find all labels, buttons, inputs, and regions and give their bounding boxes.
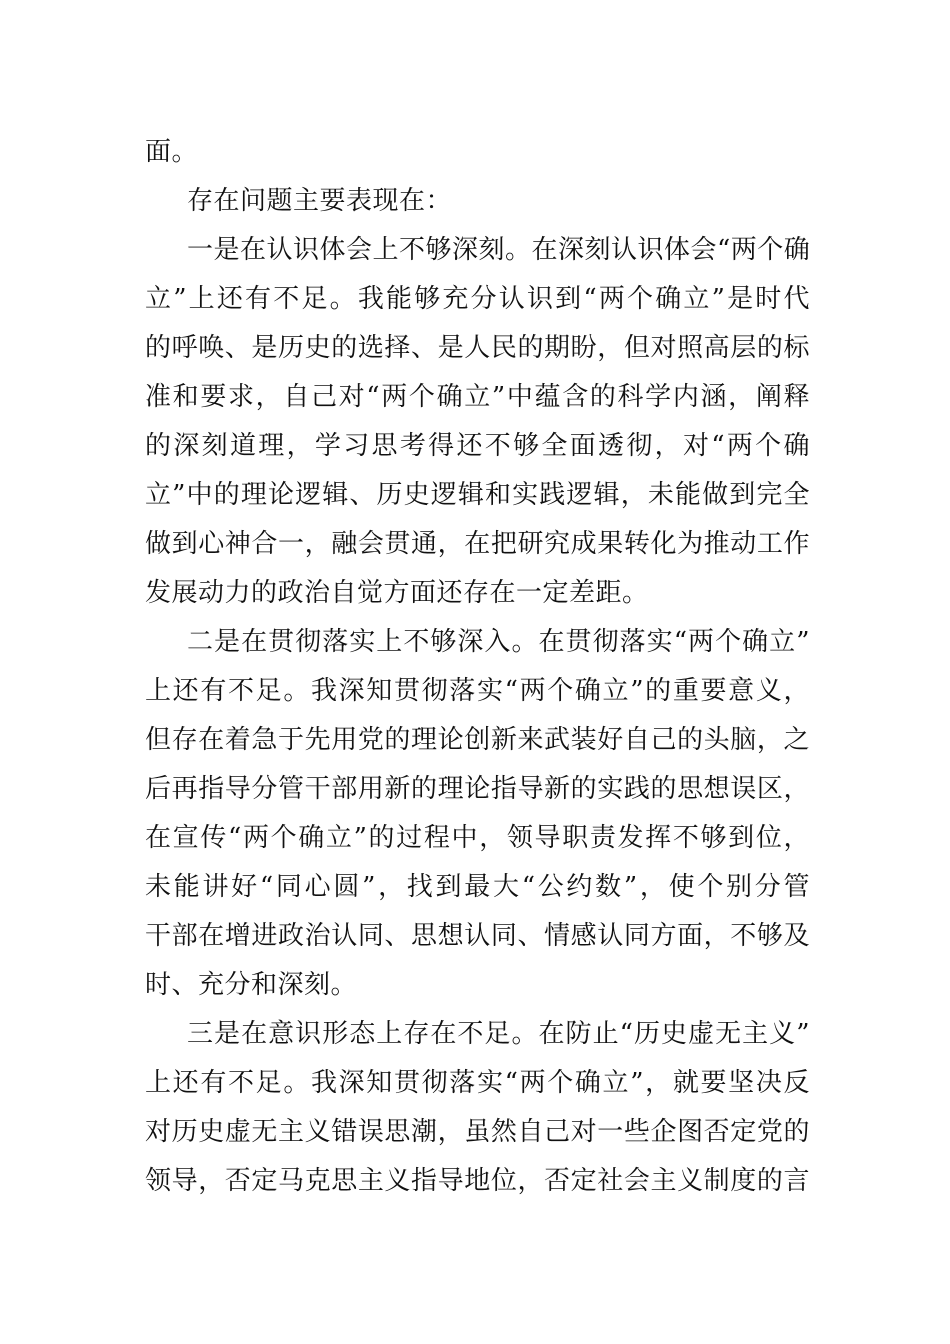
text-line: 后再指导分管干部用新的理论指导新的实践的思想误区， — [145, 774, 810, 804]
text-line: 二是在贯彻落实上不够深入。在贯彻落实“两个确立” — [187, 627, 810, 657]
text-line: 上还有不足。我深知贯彻落实“两个确立”的重要意义， — [145, 676, 810, 706]
paragraph — [145, 128, 810, 177]
text-line: 未能讲好“同心圆”，找到最大“公约数”，使个别分管 — [145, 872, 810, 902]
text-line: 领导，否定马克思主义指导地位，否定社会主义制度的言 — [145, 1166, 810, 1196]
text-line: 干部在增进政治认同、思想认同、情感认同方面，不够及 — [145, 921, 810, 951]
text-line: 发展动力的政治自觉方面还存在一定差距。 — [145, 578, 649, 608]
text-line: 对历史虚无主义错误思潮，虽然自己对一些企图否定党的 — [145, 1117, 810, 1147]
text-line: 存在问题主要表现在： — [187, 186, 453, 216]
text-line: 的深刻道理，学习思考得还不够全面透彻，对“两个确 — [145, 431, 810, 461]
text-line: 做到心神合一，融会贯通，在把研究成果转化为推动工作 — [145, 529, 810, 559]
text-line: 立”中的理论逻辑、历史逻辑和实践逻辑，未能做到完全 — [145, 480, 810, 510]
paragraph — [145, 226, 810, 618]
text-line: 上还有不足。我深知贯彻落实“两个确立”，就要坚决反 — [145, 1068, 810, 1098]
paragraph — [145, 1010, 810, 1206]
text-line: 面。 — [145, 137, 199, 167]
text-line: 三是在意识形态上存在不足。在防止“历史虚无主义” — [187, 1019, 810, 1049]
paragraph — [145, 177, 810, 226]
paragraph — [145, 618, 810, 1010]
body-text — [145, 128, 810, 1206]
text-line: 一是在认识体会上不够深刻。在深刻认识体会“两个确 — [187, 235, 811, 265]
text-line: 立”上还有不足。我能够充分认识到“两个确立”是时代 — [145, 284, 810, 314]
text-line: 时、充分和深刻。 — [145, 970, 358, 1000]
text-line: 在宣传“两个确立”的过程中，领导职责发挥不够到位， — [145, 823, 810, 853]
text-line: 准和要求，自己对“两个确立”中蕴含的科学内涵，阐释 — [145, 382, 810, 412]
text-line: 的呼唤、是历史的选择、是人民的期盼，但对照高层的标 — [145, 333, 810, 363]
text-line: 但存在着急于先用党的理论创新来武装好自己的头脑，之 — [145, 725, 810, 755]
